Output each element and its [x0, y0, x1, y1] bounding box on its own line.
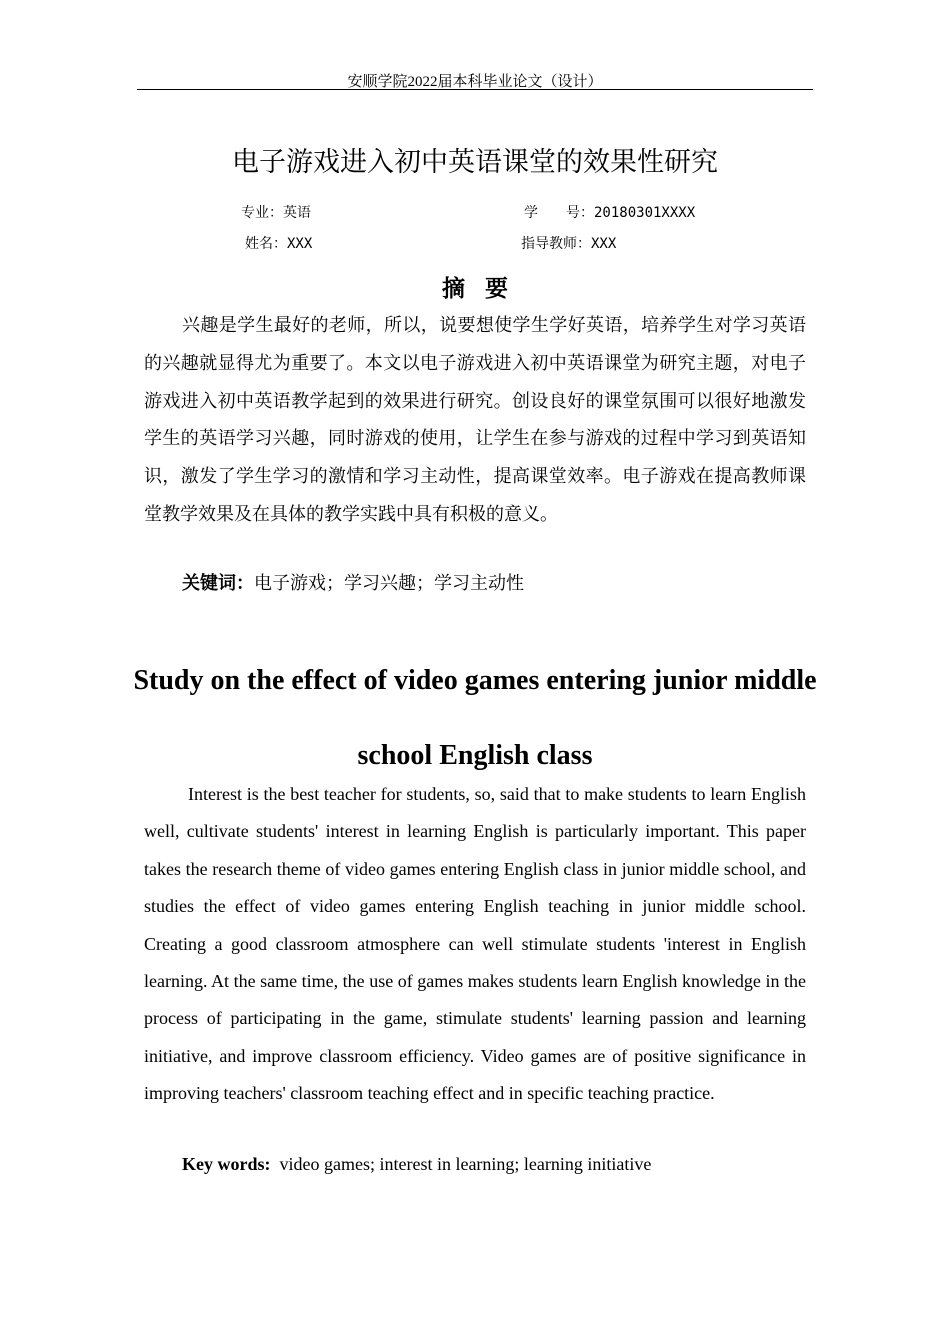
english-title: Study on the effect of video games entering junior middle school English class: [133, 665, 817, 771]
advisor-field: 指导教师：XXX: [521, 236, 617, 252]
chinese-title: 电子游戏进入初中英语课堂的效果性研究: [232, 147, 718, 178]
keywords-label-cn: 关键词：: [182, 573, 254, 594]
keywords-en: [182, 1154, 651, 1175]
keywords-text-en: video games; interest in learning; learning initiative: [279, 1154, 652, 1174]
header-divider: [137, 89, 813, 90]
keywords-cn: [182, 569, 524, 595]
keywords-text-cn: 电子游戏；学习兴趣；学习主动性: [254, 573, 524, 594]
page-header: 安顺学院2022届本科毕业论文（设计）: [347, 74, 603, 90]
name-field: 姓名：XXX: [245, 236, 313, 252]
abstract-body-en: Interest is the best teacher for students, so, said that to make students to learn English well, cultivate students' interest in learning English is particularly important. This paper takes the research theme of video games entering English class in junior middle school, and studies the effect of video games entering English teaching in junior middle school. Creating a good classroom atmosphere can well stimulate students 'interest in English learning. At the same time, the use of games makes students learn English knowledge in the process of participating in the game, stimulate students' learning passion and learning initiative, and improve classroom efficiency. Video games are of positive significance in improving teachers' classroom teaching effect and in specific teaching practice.: [144, 784, 806, 1104]
major-field: 专业：英语: [241, 205, 311, 221]
student-id-field: 学 号：20180301XXXX: [524, 205, 696, 221]
keywords-label-en: Key words:: [182, 1154, 271, 1174]
abstract-heading-cn: 摘要: [442, 276, 528, 302]
abstract-body-cn: 兴趣是学生最好的老师，所以，说要想使学生学好英语，培养学生对学习英语的兴趣就显得尤为重要了。本文以电子游戏进入初中英语课堂为研究主题，对电子游戏进入初中英语教学起到的效果进行研究。创设良好的课堂氛围可以很好地激发学生的英语学习兴趣，同时游戏的使用，让学生在参与游戏的过程中学习到英语知识，激发了学生学习的激情和学习主动性，提高课堂效率。电子游戏在提高教师课堂教学效果及在具体的教学实践中具有积极的意义。: [144, 315, 806, 525]
